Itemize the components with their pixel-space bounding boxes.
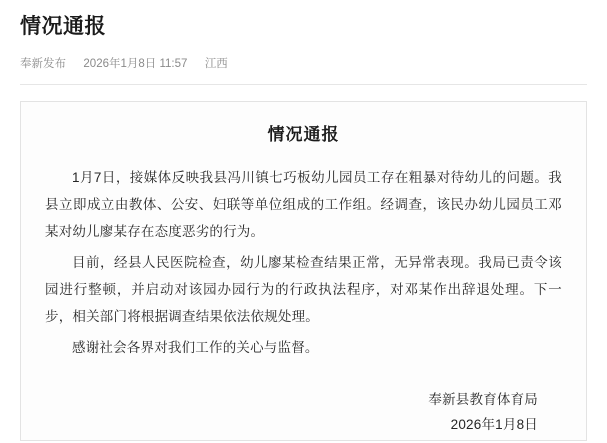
statement-paragraph-1: 1月7日，接媒体反映我县冯川镇七巧板幼儿园员工存在粗暴对待幼儿的问题。我县立即成立由教体、公安、妇联等单位组成的工作组。经调查，该民办幼儿园员工邓某对幼儿廖某存在态度恶劣的行为。 — [45, 170, 562, 239]
header-divider — [20, 84, 587, 85]
article-meta — [20, 56, 587, 72]
meta-source: 奉新发布 — [20, 58, 66, 70]
page-title: 情况通报 — [20, 15, 106, 38]
statement-paragraph-3: 感谢社会各界对我们工作的关心与监督。 — [72, 340, 319, 355]
statement-signature — [45, 387, 562, 437]
statement-paragraph-2: 目前，经县人民医院检查，幼儿廖某检查结果正常，无异常表现。我局已责令该园进行整顿，并启动对该园办园行为的行政执法程序，对邓某作出辞退处理。下一步，相关部门将根据调查结果依法依规处理。 — [45, 255, 562, 324]
signature-organization: 奉新县教育体育局 — [428, 392, 538, 407]
statement-card — [20, 101, 587, 441]
statement-title: 情况通报 — [267, 125, 340, 144]
signature-date: 2026年1月8日 — [450, 417, 538, 432]
meta-location: 江西 — [204, 58, 228, 70]
meta-datetime: 2026年1月8日 11:57 — [83, 58, 188, 70]
